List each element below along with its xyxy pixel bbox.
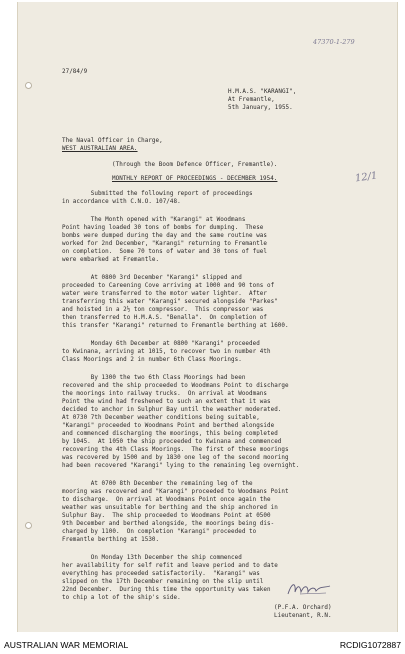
signatory-rank: Lieutenant, R.N.	[274, 613, 332, 619]
paragraph-8-9-december: At 0700 8th December the remaining leg of the mooring was recovered and "Karangi" proceeded to Woodmans Point to discharge. On arrival at Woodmans Point once again the weather was unsuitable for berthing and the ship anchored in Sulphur Bay. The ship proceeded to Woodmans Point at 0500 9th December and berthed alongside, the moorings being dis- charged by 1100. On completion "Karangi" proceeded to Fremantle berthing at 1530.	[62, 481, 289, 543]
paragraph-13-22-december: On Monday 13th December the ship commenced her availability for self refit and leave period and to date everything has proceeded satisfactorily. "Karangi" was slipped on the 17th December remaining on the slip until 22nd December. During this time the opportunity was taken to chip a lot of the ship's side.	[62, 555, 278, 601]
paragraph-opening: Submitted the following report of proceedings in accordance with C.N.O. 107/48.	[62, 191, 253, 205]
report-subject: MONTHLY REPORT OF PROCEEDINGS - DECEMBER 1954.	[112, 176, 278, 182]
addressee-title: The Naval Officer in Charge,	[62, 138, 163, 144]
document-page	[17, 2, 398, 632]
archive-footer	[0, 636, 405, 654]
sender-ship: H.M.A.S. "KARANGI",	[228, 89, 297, 95]
footer-institution: AUSTRALIAN WAR MEMORIAL	[4, 640, 129, 650]
paragraph-3-december: At 0800 3rd December "Karangi" slipped and proceeded to Careening Cove arriving at 1000 and 90 tons of water were transferred to the motor water lighter. After transferring this water "Karangi" secured alongside "Parkes" and hoisted in a 2½ ton compressor. This compressor was then transferred to H.M.A.S. "Benalla". On completion of this transfer "Karangi" returned to Fremantle berthing at 1600.	[62, 275, 289, 329]
report-body	[62, 190, 382, 612]
footer-record-id: RCDIG1072887	[339, 640, 401, 650]
punch-hole-bottom	[25, 522, 32, 529]
sender-place: At Fremantle,	[228, 97, 275, 103]
signature-image	[286, 580, 336, 598]
addressee-area: WEST AUSTRALIAN AREA.	[62, 146, 138, 152]
paragraph-6-7-december: By 1300 the two 6th Class Moorings had been recovered and the ship proceeded to Woodmans Point to discharge the moorings into railway trucks. On arrival at Woodmans Point the wind had freshened to such an extent that it was decided to anchor in Sulphur Bay until the weather moderated. At 0730 7th December weather conditions being suitable, "Karangi" proceeded to Woodmans Point and berthed alongside and commenced discharging the moorings, this being completed by 1045. At 1050 the ship proceeded to Kwinana and commenced recovering the 4th Class Moorings. The first of these moorings was recovered by 1500 and by 1830 one leg of the second mooring had been recovered "Karangi" lying to the remaining leg overnight.	[62, 375, 300, 469]
handwritten-reference: 47370-1-279	[313, 38, 355, 46]
file-reference: 27/84/9	[62, 69, 88, 75]
signatory-name: (P.F.A. Orchard)	[274, 605, 332, 611]
routing-note: (Through the Boom Defence Officer, Fremantle).	[112, 162, 278, 168]
paragraph-6-december: Monday 6th December at 0800 "Karangi" proceeded to Kwinana, arriving at 1015, to recover two in number 4th Class Moorings and 2 in number 6th Class Moorings.	[62, 341, 271, 363]
paragraph-1-2-december: The Month opened with "Karangi" at Woodmans Point having loaded 30 tons of bombs for dumping. These bombs were dumped during the day and the same routine was worked for 2nd December, "Karangi" returning to Fremantle on completion. Some 70 tons of water and 30 tons of fuel were embarked at Fremantle.	[62, 217, 267, 263]
sender-date: 5th January, 1955.	[228, 105, 293, 111]
punch-hole-top	[25, 82, 32, 89]
margin-note: 12/1	[354, 170, 379, 185]
